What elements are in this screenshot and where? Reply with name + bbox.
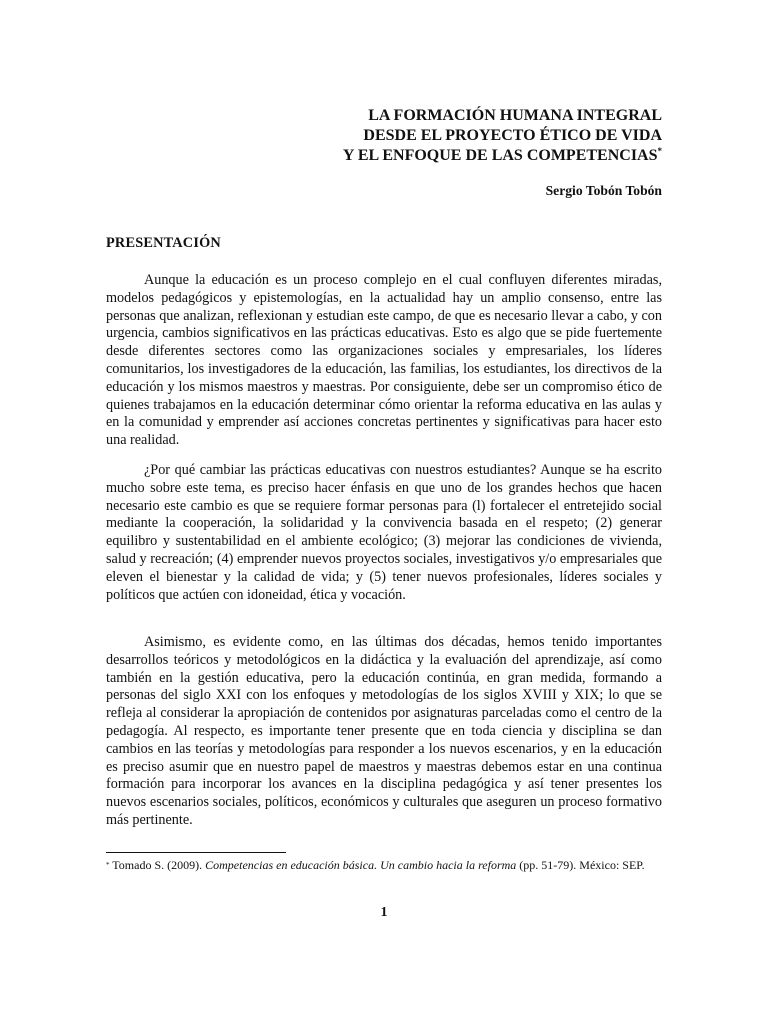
footnote-marker: * <box>106 861 110 869</box>
author-name: Sergio Tobón Tobón <box>545 183 662 198</box>
paragraph-2: ¿Por qué cambiar las prácticas educativas con nuestros estudiantes? Aunque se ha escrito mucho sobre este tema, es preciso hacer énfasis en que uno de los grandes hechos que hacen necesario este cambio es que se requiere formar personas para (l) fortalecer el entretejido social mediante la cooperación, la solidaridad y la convivencia basada en el respeto; (2) generar equilibro y sustentabilidad en el ambiente ecológico; (3) mejorar las condiciones de vivienda, salud y recreación; (4) emprender nuevos proyectos sociales, investigativos y/o empresariales que eleven el bienestar y la calidad de vida; y (5) tener nuevos profesionales, líderes sociales y políticos que actúen con idoneidad, ética y vocación. <box>106 462 662 603</box>
title-line-1: LA FORMACIÓN HUMANA INTEGRAL <box>368 107 662 124</box>
title-line-3 <box>343 146 662 166</box>
paragraph-3: Asimismo, es evidente como, en las últimas dos décadas, hemos tenido importantes desarrollos teóricos y metodológicos en la didáctica y la evaluación del aprendizaje, así como también en la gestión educativa, pero la educación continúa, en gran medida, formando a personas del siglo XXI con los enfoques y metodologías de los siglos XVIII y XIX; lo que se refleja al considerar la apropiación de contenidos por asignaturas parceladas como el centro de la pedagogía. Al respecto, es importante tener presente que en toda ciencia y disciplina se dan cambios en las teorías y metodologías para responder a los nuevos escenarios, y en la educación es preciso asumir que en nuestro papel de maestros y maestras debemos estar en una continua formación para incorporar los avances en la disciplina pedagógica y así tener presentes los nuevos escenarios sociales, políticos, económicos y culturales que aseguren un proceso formativo más pertinente. <box>106 634 662 828</box>
document-title <box>343 106 662 166</box>
title-line-2: DESDE EL PROYECTO ÉTICO DE VIDA <box>363 127 662 144</box>
page-number: 1 <box>380 905 388 920</box>
section-heading: PRESENTACIÓN <box>106 235 221 251</box>
footnote-text-after: (pp. 51-79). México: SEP. <box>516 858 645 872</box>
paragraph-1: Aunque la educación es un proceso complejo en el cual confluyen diferentes miradas, modelos pedagógicos y epistemologías, en la actualidad hay un amplio consenso, entre las personas que analizan, reflexionan y estudian este campo, de que es necesario llevar a cabo, y con urgencia, cambios significativos en las prácticas educativas. Esto es algo que se pide fuertemente desde diferentes sectores como las organizaciones sociales y empresariales, los líderes comunitarios, los investigadores de la educación, las familias, los estudiantes, los directivos de la educación y los mismos maestros y maestras. Por consiguiente, debe ser un compromiso ético de quienes trabajamos en la educación determinar cómo orientar la reforma educativa en las aulas y en la comunidad y emprender así acciones concretas pertinentes y significativas para hacer esto una realidad. <box>106 272 662 449</box>
title-line-3-text: Y EL ENFOQUE DE LAS COMPETENCIAS <box>342 147 658 164</box>
title-footnote-marker[interactable]: * <box>657 146 662 156</box>
footnote-divider <box>106 852 286 853</box>
footnote-book-title: Competencias en educación básica. Un cambio hacia la reforma <box>205 858 517 872</box>
footnote-text-before: Tomado S. (2009). <box>112 858 206 872</box>
footnote <box>106 858 662 873</box>
